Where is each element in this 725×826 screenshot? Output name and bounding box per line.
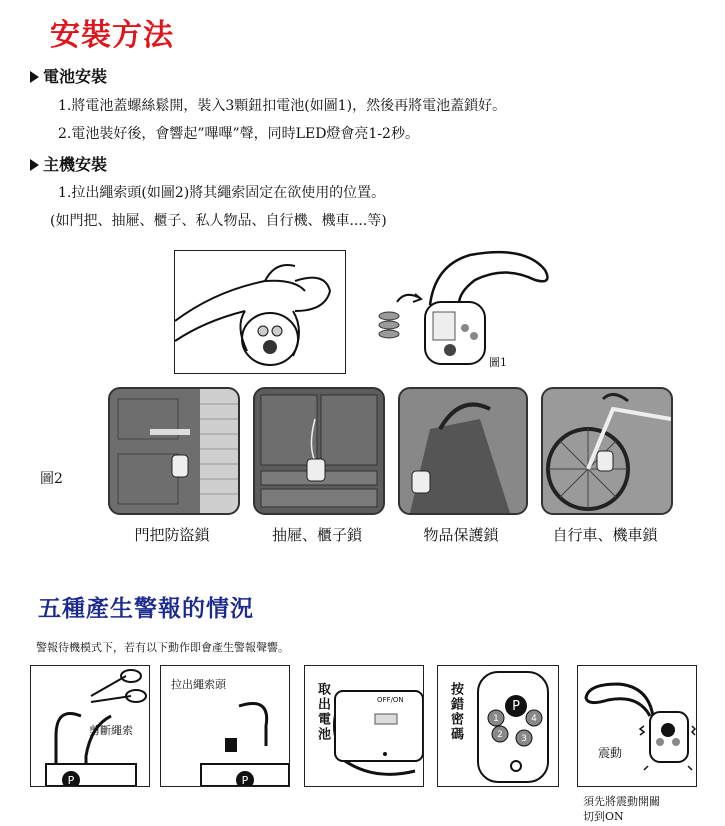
main-heading	[30, 152, 107, 175]
drawer-cabinet-photo	[253, 387, 385, 515]
alarm-intro: 警報待機模式下，若有以下動作即會產生警報聲響。	[36, 641, 289, 654]
caption-drawer: 抽屜、櫃子鎖	[271, 526, 362, 544]
caption-items: 物品保護鎖	[423, 526, 499, 544]
p-button-glyph: P	[241, 774, 249, 786]
figure-2-label: 圖2	[40, 471, 63, 487]
main-line-2: (如門把、抽屜、櫃子、私人物品、自行機、機車....等)	[50, 213, 387, 229]
panel-4-label: 按錯密碼	[448, 682, 463, 742]
vibration-note-line-2: 切到ON	[583, 810, 624, 823]
panel-wrong-password	[437, 665, 559, 787]
key-1: 1	[493, 714, 499, 724]
panel-3-label: 取出電池	[315, 682, 330, 742]
panel-remove-battery	[304, 665, 424, 787]
p-button-glyph: P	[67, 774, 75, 786]
alarm-title: 五種產生警報的情況	[38, 596, 254, 622]
panel-5-label: 震動	[598, 746, 623, 760]
hand-lock-illustration	[174, 250, 346, 374]
panel-1-label: 剪斷繩索	[89, 724, 133, 737]
off-on-switch-label: OFF/ON	[377, 696, 404, 704]
triangle-bullet-icon	[30, 159, 39, 171]
caption-bike: 自行車、機車鎖	[552, 526, 658, 544]
install-title: 安裝方法	[50, 18, 174, 53]
bicycle-photo	[541, 387, 673, 515]
key-4: 4	[531, 714, 537, 724]
panel-cut-rope	[30, 665, 150, 787]
panel-2-label: 拉出繩索頭	[171, 678, 226, 691]
vibration-note-line-1: 須先將震動開關	[583, 795, 660, 808]
door-handle-photo	[108, 387, 240, 515]
bag-protection-photo	[398, 387, 528, 515]
panel-vibration	[577, 665, 697, 787]
triangle-bullet-icon	[30, 71, 39, 83]
key-3: 3	[521, 734, 527, 744]
battery-line-2: 2.電池裝好後，會響起”嗶嗶”聲，同時LED燈會亮1-2秒。	[58, 126, 419, 142]
main-line-1: 1.拉出繩索頭(如圖2)將其繩索固定在欲使用的位置。	[58, 185, 386, 201]
figure-1	[375, 250, 555, 375]
battery-line-1: 1.將電池蓋螺絲鬆開，裝入3顆鈕扣電池(如圖1)，然後再將電池蓋鎖好。	[58, 98, 507, 114]
caption-door: 門把防盜鎖	[134, 526, 210, 544]
key-2: 2	[497, 730, 503, 740]
panel-pull-rope	[160, 665, 290, 787]
figure-1-label: 圖1	[489, 356, 507, 369]
battery-heading-text: 電池安裝	[43, 67, 108, 86]
p-button-glyph: P	[512, 699, 520, 714]
main-heading-text: 主機安裝	[43, 155, 108, 174]
battery-heading	[30, 64, 107, 87]
